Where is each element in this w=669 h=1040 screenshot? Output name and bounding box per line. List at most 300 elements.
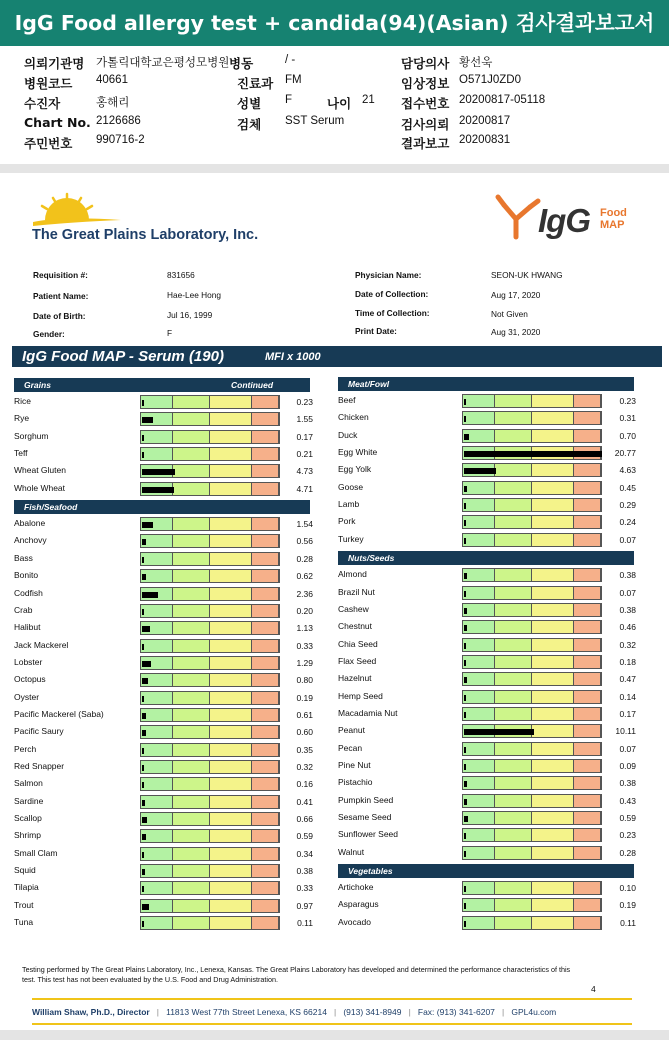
result-row bbox=[14, 725, 314, 740]
footer-fax: Fax: (913) 341-6207 bbox=[417, 1007, 495, 1017]
reference-zone bbox=[532, 395, 574, 407]
reference-zone bbox=[463, 795, 495, 807]
result-value: 10.11 bbox=[615, 726, 636, 737]
food-name: Oyster bbox=[14, 691, 40, 702]
result-bar bbox=[462, 463, 602, 477]
reference-zone bbox=[210, 744, 252, 756]
patient-value: 홍해리 bbox=[96, 97, 130, 109]
food-name: Peanut bbox=[338, 725, 365, 736]
result-row bbox=[338, 707, 638, 722]
result-bar bbox=[462, 759, 602, 773]
food-name: Teff bbox=[14, 448, 28, 459]
food-map-line: Food bbox=[600, 207, 627, 219]
result-fill bbox=[464, 503, 466, 509]
reference-zone bbox=[173, 674, 210, 686]
result-fill bbox=[464, 799, 467, 805]
reference-zone bbox=[252, 570, 279, 582]
result-row bbox=[14, 639, 314, 654]
result-bar bbox=[140, 847, 280, 861]
food-name: Bonito bbox=[14, 570, 39, 581]
food-name: Sardine bbox=[14, 795, 44, 806]
reference-zone bbox=[210, 588, 252, 600]
result-fill bbox=[464, 747, 466, 753]
result-row bbox=[338, 690, 638, 705]
result-row bbox=[14, 412, 314, 427]
result-bar bbox=[462, 724, 602, 738]
food-name: Lobster bbox=[14, 656, 43, 667]
rrn-value: 990716-2 bbox=[96, 134, 145, 146]
result-value: 0.70 bbox=[619, 430, 636, 441]
result-value: 0.66 bbox=[296, 814, 313, 825]
reference-zone bbox=[574, 743, 601, 755]
result-bar bbox=[462, 916, 602, 930]
code-value: 40661 bbox=[96, 74, 128, 86]
result-row bbox=[338, 446, 638, 461]
reference-zone bbox=[532, 725, 574, 737]
food-name: Jack Mackerel bbox=[14, 639, 69, 650]
reference-zone bbox=[495, 743, 532, 755]
reference-zone bbox=[574, 430, 601, 442]
hospital-value: 가톨릭대학교은평성모병원 bbox=[96, 57, 230, 69]
reference-zone bbox=[532, 760, 574, 772]
footer-divider bbox=[32, 998, 632, 1000]
result-bar bbox=[462, 411, 602, 425]
result-row bbox=[14, 395, 314, 410]
food-name: Hemp Seed bbox=[338, 690, 383, 701]
food-name: Pork bbox=[338, 516, 356, 527]
reference-zone bbox=[574, 569, 601, 581]
result-bar bbox=[462, 515, 602, 529]
reference-zone bbox=[495, 656, 532, 668]
patient-name-label: Patient Name: bbox=[33, 291, 89, 301]
result-bar bbox=[462, 794, 602, 808]
result-row bbox=[338, 603, 638, 618]
result-row bbox=[14, 534, 314, 549]
result-row bbox=[14, 916, 314, 931]
reference-zone bbox=[173, 605, 210, 617]
reference-zone bbox=[574, 899, 601, 911]
result-row bbox=[14, 447, 314, 462]
reference-zone bbox=[574, 760, 601, 772]
result-row bbox=[338, 533, 638, 548]
physician-label: Physician Name: bbox=[355, 270, 422, 280]
food-name: Bass bbox=[14, 552, 33, 563]
dept-value: FM bbox=[285, 74, 302, 86]
reference-zone bbox=[252, 865, 279, 877]
reference-zone bbox=[495, 829, 532, 841]
reference-zone bbox=[252, 692, 279, 704]
result-bar bbox=[140, 760, 280, 774]
result-row bbox=[338, 568, 638, 583]
reference-zone bbox=[252, 518, 279, 530]
result-row bbox=[14, 604, 314, 619]
reference-zone bbox=[463, 395, 495, 407]
reference-zone bbox=[252, 726, 279, 738]
doctor-value: 황선욱 bbox=[459, 57, 493, 69]
section-title: Grains bbox=[24, 380, 51, 390]
reference-zone bbox=[495, 812, 532, 824]
result-bar bbox=[462, 638, 602, 652]
reference-zone bbox=[463, 482, 495, 494]
result-fill bbox=[142, 886, 144, 892]
result-value: 0.23 bbox=[296, 397, 313, 407]
footer-website[interactable]: GPL4u.com bbox=[511, 1007, 557, 1017]
result-row bbox=[14, 864, 314, 879]
result-bar bbox=[462, 846, 602, 860]
result-value: 0.20 bbox=[296, 605, 313, 616]
reference-zone bbox=[463, 899, 495, 911]
reference-zone bbox=[532, 482, 574, 494]
result-bar bbox=[462, 811, 602, 825]
reference-zone bbox=[574, 673, 601, 685]
result-row bbox=[14, 812, 314, 827]
reference-zone bbox=[210, 657, 252, 669]
result-fill bbox=[464, 677, 467, 683]
footer-disclaimer: Testing performed by The Great Plains Laboratory, Inc., Lenexa, Kansas. The Great Plains Laboratory has developed and determined the performance characteristics of this test. This test has not been evaluated by the U.S. Food and Drug Administration. bbox=[22, 965, 571, 984]
reference-zone bbox=[495, 795, 532, 807]
food-name: Trout bbox=[14, 899, 34, 910]
reference-zone bbox=[574, 464, 601, 476]
result-row bbox=[338, 811, 638, 826]
reference-zone bbox=[141, 692, 173, 704]
result-fill bbox=[464, 451, 602, 457]
page-separator bbox=[0, 164, 669, 173]
reference-zone bbox=[173, 535, 210, 547]
reference-zone bbox=[574, 812, 601, 824]
collection-time-value: Not Given bbox=[491, 309, 528, 319]
result-value: 0.80 bbox=[296, 675, 313, 686]
result-bar bbox=[140, 691, 280, 705]
result-value: 0.59 bbox=[619, 813, 636, 824]
result-row bbox=[14, 708, 314, 723]
reference-zone bbox=[141, 553, 173, 565]
reference-zone bbox=[532, 899, 574, 911]
reference-zone bbox=[210, 448, 252, 460]
food-name: Flax Seed bbox=[338, 655, 377, 666]
food-name: Perch bbox=[14, 743, 37, 754]
reference-zone bbox=[173, 726, 210, 738]
result-bar bbox=[462, 533, 602, 547]
reference-zone bbox=[463, 882, 495, 894]
result-bar bbox=[462, 898, 602, 912]
result-bar bbox=[140, 725, 280, 739]
result-row bbox=[14, 881, 314, 896]
reference-zone bbox=[210, 553, 252, 565]
result-value: 0.61 bbox=[296, 709, 313, 720]
reference-zone bbox=[210, 796, 252, 808]
requisition-label: Requisition #: bbox=[33, 270, 88, 280]
result-value: 0.29 bbox=[619, 500, 636, 511]
food-name: Hazelnut bbox=[338, 673, 372, 684]
reference-zone bbox=[252, 709, 279, 721]
reference-zone bbox=[574, 534, 601, 546]
reference-zone bbox=[532, 656, 574, 668]
code-label: 병원코드 bbox=[24, 76, 73, 91]
reference-zone bbox=[252, 761, 279, 773]
food-name: Tilapia bbox=[14, 882, 39, 893]
food-name: Sunflower Seed bbox=[338, 829, 399, 840]
food-name: Pine Nut bbox=[338, 760, 371, 770]
result-fill bbox=[142, 417, 153, 423]
reference-zone bbox=[495, 882, 532, 894]
result-fill bbox=[464, 886, 466, 892]
reference-zone bbox=[463, 639, 495, 651]
reference-zone bbox=[210, 535, 252, 547]
section-header bbox=[338, 551, 634, 565]
section-continued: Continued bbox=[231, 380, 274, 390]
result-value: 0.38 bbox=[296, 866, 313, 877]
result-fill bbox=[464, 538, 466, 544]
result-value: 0.07 bbox=[619, 534, 636, 545]
reference-zone bbox=[532, 673, 574, 685]
reference-zone bbox=[463, 516, 495, 528]
result-fill bbox=[142, 678, 148, 684]
reference-zone bbox=[210, 848, 252, 860]
reference-zone bbox=[210, 726, 252, 738]
result-value: 0.59 bbox=[296, 831, 313, 842]
result-row bbox=[338, 498, 638, 513]
food-name: Wheat Gluten bbox=[14, 465, 66, 476]
reference-zone bbox=[574, 412, 601, 424]
reference-zone bbox=[532, 829, 574, 841]
result-value: 0.18 bbox=[619, 656, 636, 667]
reference-zone bbox=[141, 640, 173, 652]
food-name: Scallop bbox=[14, 813, 42, 824]
result-row bbox=[338, 742, 638, 757]
result-bar bbox=[140, 447, 280, 461]
result-row bbox=[14, 829, 314, 844]
result-value: 0.33 bbox=[296, 883, 313, 894]
result-fill bbox=[464, 573, 467, 579]
reference-zone bbox=[173, 813, 210, 825]
result-row bbox=[14, 691, 314, 706]
food-name: Chestnut bbox=[338, 621, 373, 632]
reference-zone bbox=[252, 900, 279, 912]
result-bar bbox=[140, 829, 280, 843]
food-name: Goose bbox=[338, 481, 364, 492]
page-number: 4 bbox=[591, 984, 596, 994]
reference-zone bbox=[574, 499, 601, 511]
result-row bbox=[338, 655, 638, 670]
food-name: Halibut bbox=[14, 622, 41, 633]
result-bar bbox=[462, 481, 602, 495]
reference-zone bbox=[495, 899, 532, 911]
section-header bbox=[338, 864, 634, 878]
food-name: Small Clam bbox=[14, 847, 58, 858]
food-name: Octopus bbox=[14, 674, 46, 685]
food-name: Egg Yolk bbox=[338, 464, 372, 475]
clinical-label: 임상정보 bbox=[401, 76, 450, 91]
result-fill bbox=[464, 921, 466, 927]
result-value: 4.73 bbox=[296, 466, 313, 477]
result-fill bbox=[142, 921, 144, 927]
result-fill bbox=[464, 851, 466, 857]
result-bar bbox=[140, 464, 280, 478]
reference-zone bbox=[463, 847, 495, 859]
result-value: 0.41 bbox=[296, 796, 313, 807]
food-name: Salmon bbox=[14, 778, 43, 789]
reference-zone bbox=[532, 534, 574, 546]
reference-zone bbox=[141, 778, 173, 790]
food-name: Artichoke bbox=[338, 882, 374, 893]
collection-date-value: Aug 17, 2020 bbox=[491, 290, 541, 300]
result-bar bbox=[140, 587, 280, 601]
reference-zone bbox=[252, 917, 279, 929]
request-label: 검사의뢰 bbox=[401, 117, 450, 132]
ward-value: / - bbox=[285, 54, 296, 66]
result-fill bbox=[464, 781, 467, 787]
result-fill bbox=[142, 730, 146, 736]
reference-zone bbox=[463, 708, 495, 720]
result-bar bbox=[140, 430, 280, 444]
food-map-unit: MFI x 1000 bbox=[265, 351, 321, 363]
result-fill bbox=[464, 608, 467, 614]
result-fill bbox=[142, 469, 175, 475]
result-row bbox=[338, 759, 638, 774]
food-name: Codfish bbox=[14, 587, 43, 598]
reference-zone bbox=[495, 569, 532, 581]
result-row bbox=[14, 621, 314, 636]
result-row bbox=[338, 724, 638, 739]
result-fill bbox=[142, 904, 149, 910]
result-fill bbox=[142, 869, 145, 875]
reference-zone bbox=[532, 708, 574, 720]
reference-zone bbox=[173, 483, 210, 495]
result-fill bbox=[464, 520, 466, 526]
gender-label: Gender: bbox=[33, 329, 65, 339]
reference-zone bbox=[532, 812, 574, 824]
reference-zone bbox=[210, 640, 252, 652]
food-name: Whole Wheat bbox=[14, 482, 66, 493]
doctor-label: 담당의사 bbox=[401, 56, 450, 71]
reference-zone bbox=[173, 448, 210, 460]
result-fill bbox=[142, 765, 144, 771]
section-header bbox=[14, 500, 310, 514]
reference-zone bbox=[532, 430, 574, 442]
reference-zone bbox=[463, 917, 495, 929]
reference-zone bbox=[252, 622, 279, 634]
result-value: 0.16 bbox=[296, 779, 313, 790]
reference-zone bbox=[173, 882, 210, 894]
result-fill bbox=[464, 729, 534, 735]
reference-zone bbox=[574, 656, 601, 668]
food-name: Abalone bbox=[14, 518, 46, 529]
reference-zone bbox=[495, 691, 532, 703]
reference-zone bbox=[574, 516, 601, 528]
result-bar bbox=[462, 620, 602, 634]
result-value: 0.31 bbox=[619, 413, 636, 424]
reference-zone bbox=[495, 847, 532, 859]
food-map-title: IgG Food MAP - Serum (190) bbox=[22, 348, 224, 365]
result-fill bbox=[142, 435, 144, 441]
result-value: 0.17 bbox=[619, 708, 636, 719]
reference-zone bbox=[574, 847, 601, 859]
reference-zone bbox=[210, 518, 252, 530]
reference-zone bbox=[532, 795, 574, 807]
reference-zone bbox=[574, 917, 601, 929]
reference-zone bbox=[574, 795, 601, 807]
reference-zone bbox=[574, 882, 601, 894]
result-value: 1.54 bbox=[296, 519, 313, 530]
result-fill bbox=[464, 712, 466, 718]
reference-zone bbox=[495, 430, 532, 442]
reference-zone bbox=[574, 639, 601, 651]
food-name: Macadamia Nut bbox=[338, 707, 398, 718]
reference-zone bbox=[495, 708, 532, 720]
footer-phone: (913) 341-8949 bbox=[343, 1007, 402, 1017]
food-name: Pecan bbox=[338, 742, 363, 753]
result-bar bbox=[140, 881, 280, 895]
result-value: 0.33 bbox=[296, 640, 313, 651]
report-title: IgG Food allergy test + candida(94)(Asian) 검사결과보고서 bbox=[0, 0, 669, 46]
food-name: Duck bbox=[338, 429, 358, 440]
reference-zone bbox=[210, 692, 252, 704]
reference-zone bbox=[173, 744, 210, 756]
reference-zone bbox=[252, 535, 279, 547]
section-title: Vegetables bbox=[348, 866, 393, 877]
result-row bbox=[338, 776, 638, 791]
result-row bbox=[338, 881, 638, 896]
result-row bbox=[14, 795, 314, 810]
result-bar bbox=[140, 795, 280, 809]
result-fill bbox=[142, 539, 146, 545]
info-row bbox=[0, 94, 669, 113]
reference-zone bbox=[495, 395, 532, 407]
reference-zone bbox=[252, 744, 279, 756]
result-fill bbox=[142, 452, 144, 458]
result-bar bbox=[462, 429, 602, 443]
result-fill bbox=[142, 748, 144, 754]
info-row bbox=[0, 134, 669, 153]
reference-zone bbox=[463, 743, 495, 755]
result-value: 0.11 bbox=[620, 917, 636, 928]
reference-zone bbox=[574, 691, 601, 703]
result-value: 0.23 bbox=[619, 830, 636, 841]
reference-zone bbox=[532, 621, 574, 633]
result-fill bbox=[464, 416, 466, 422]
result-fill bbox=[464, 833, 466, 839]
food-name: Pumpkin Seed bbox=[338, 794, 394, 805]
reference-zone bbox=[210, 900, 252, 912]
patient-label: 수진자 bbox=[24, 96, 61, 111]
reference-zone bbox=[210, 622, 252, 634]
result-value: 0.17 bbox=[296, 431, 313, 442]
food-name: Avocado bbox=[338, 916, 371, 927]
sun-logo-icon bbox=[33, 192, 123, 228]
reference-zone bbox=[210, 813, 252, 825]
footer-address: 11813 West 77th Street Lenexa, KS 66214 bbox=[166, 1007, 327, 1017]
result-fill bbox=[464, 399, 466, 405]
reference-zone bbox=[141, 796, 173, 808]
reference-zone bbox=[173, 413, 210, 425]
result-value: 0.45 bbox=[619, 482, 636, 493]
reference-zone bbox=[463, 656, 495, 668]
food-map-line: MAP bbox=[600, 219, 625, 231]
reference-zone bbox=[574, 395, 601, 407]
result-bar bbox=[140, 534, 280, 548]
sex-value: F bbox=[285, 94, 293, 106]
reference-zone bbox=[252, 448, 279, 460]
result-value: 0.34 bbox=[296, 848, 313, 859]
result-bar bbox=[462, 881, 602, 895]
footer-director: William Shaw, Ph.D., Director bbox=[32, 1007, 150, 1017]
reference-zone bbox=[141, 431, 173, 443]
result-value: 0.97 bbox=[296, 900, 313, 911]
reference-zone bbox=[532, 639, 574, 651]
result-fill bbox=[142, 626, 150, 632]
result-bar bbox=[462, 446, 602, 460]
reference-zone bbox=[532, 412, 574, 424]
